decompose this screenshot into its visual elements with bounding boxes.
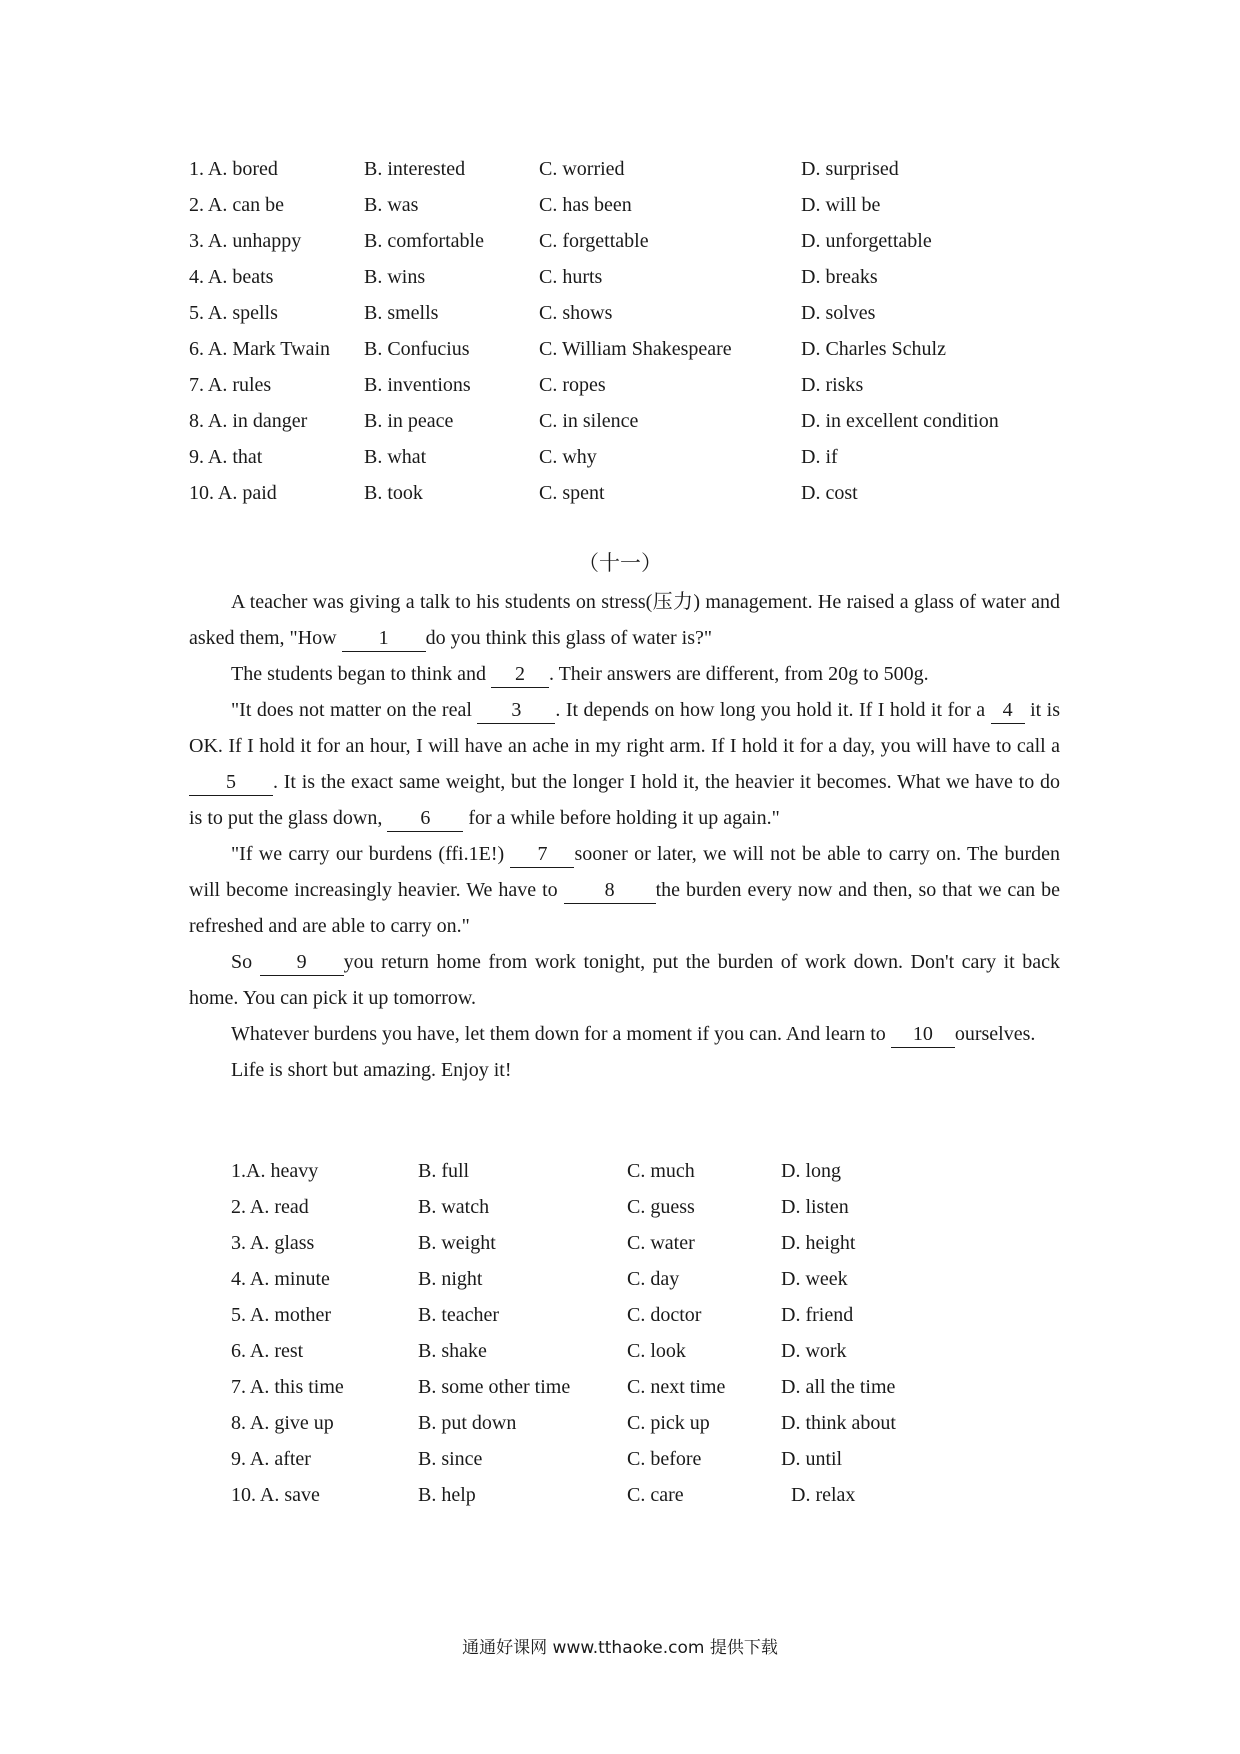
option-d: D. risks (801, 374, 864, 396)
option-c: C. guess (627, 1196, 695, 1218)
option-c: C. doctor (627, 1304, 702, 1326)
option-b: B. what (364, 446, 427, 468)
option-d: D. height (781, 1232, 856, 1254)
passage (189, 584, 1060, 1088)
option-c: C. why (539, 446, 597, 468)
option-d: D. will be (801, 194, 881, 216)
paragraph: Whatever burdens you have, let them down for a moment if you can. And learn to 10 ourselves. (189, 1016, 1060, 1052)
option-d: D. friend (781, 1304, 854, 1326)
paragraph: Life is short but amazing. Enjoy it! (231, 1059, 512, 1081)
option-b: B. comfortable (364, 230, 484, 252)
option-c: C. in silence (539, 410, 639, 432)
option-b: B. full (418, 1160, 470, 1182)
option-c: C. William Shakespeare (539, 338, 732, 360)
option-b: B. night (418, 1268, 483, 1290)
option-c: C. pick up (627, 1412, 710, 1434)
answer-blank: 6 (387, 805, 463, 832)
option-b: B. shake (418, 1340, 487, 1362)
option-a: 1. A. bored (189, 158, 278, 180)
answer-blank: 2 (491, 661, 549, 688)
option-b: B. in peace (364, 410, 454, 432)
option-d: D. until (781, 1448, 843, 1470)
option-c: C. water (627, 1232, 695, 1254)
answer-blank: 5 (189, 769, 273, 796)
option-a: 2. A. can be (189, 194, 284, 216)
option-d: D. think about (781, 1412, 896, 1434)
option-a: 7. A. rules (189, 374, 272, 396)
option-d: D. breaks (801, 266, 878, 288)
paragraph: "It does not matter on the real 3 . It depends on how long you hold it. If I hold it for a 4 it is OK. If I hold it for an hour, I will have an ache in my right arm. If I hold it for a day, you will have to call a 5 . It is the exact same weight, but the longer I hold it, the heavier it becomes. What we have to do is to put the glass down, 6 for a while before holding it up again." (189, 692, 1060, 836)
option-a: 9. A. that (189, 446, 263, 468)
paragraph: The students began to think and 2 . Their answers are different, from 20g to 500g. (189, 656, 1060, 692)
paragraph: A teacher was giving a talk to his students on stress(压力) management. He raised a glass of water and asked them, "How 1 do you think this glass of water is?" (189, 584, 1060, 656)
option-d: D. week (781, 1268, 848, 1290)
option-b: B. interested (364, 158, 466, 180)
option-a: 8. A. in danger (189, 410, 308, 432)
option-d: D. all the time (781, 1376, 896, 1398)
option-b: B. weight (418, 1232, 496, 1254)
section-title: （十一） (578, 551, 662, 575)
option-c: C. worried (539, 158, 625, 180)
answer-blank: 4 (991, 697, 1025, 724)
option-c: C. forgettable (539, 230, 649, 252)
option-a: 2. A. read (231, 1196, 309, 1218)
option-a: 1.A. heavy (231, 1160, 319, 1182)
option-d: D. if (801, 446, 838, 468)
option-d: D. long (781, 1160, 841, 1182)
option-a: 5. A. mother (231, 1304, 331, 1326)
page-footer: 通通好课网 www.tthaoke.com 提供下载 (462, 1638, 778, 1658)
option-b: B. some other time (418, 1376, 571, 1398)
option-a: 10. A. save (231, 1484, 320, 1506)
option-a: 7. A. this time (231, 1376, 344, 1398)
option-b: B. help (418, 1484, 476, 1506)
option-a: 4. A. beats (189, 266, 274, 288)
option-a: 9. A. after (231, 1448, 311, 1470)
answer-blank: 8 (564, 877, 656, 904)
option-b: B. since (418, 1448, 483, 1470)
option-c: C. has been (539, 194, 632, 216)
answer-blank: 3 (477, 697, 555, 724)
option-d: D. Charles Schulz (801, 338, 946, 360)
option-c: C. shows (539, 302, 613, 324)
paragraph: So 9 you return home from work tonight, put the burden of work down. Don't cary it back home. You can pick it up tomorrow. (189, 951, 1060, 1009)
option-d: D. in excellent condition (801, 410, 999, 432)
option-d: D. unforgettable (801, 230, 932, 252)
option-a: 8. A. give up (231, 1412, 334, 1434)
option-b: B. took (364, 482, 423, 504)
answer-blank: 1 (342, 625, 426, 652)
option-a: 6. A. Mark Twain (189, 338, 330, 360)
option-b: B. Confucius (364, 338, 470, 360)
option-c: C. care (627, 1484, 684, 1506)
option-b: B. smells (364, 302, 439, 324)
option-d: D. work (781, 1340, 847, 1362)
answer-blank: 9 (260, 949, 344, 976)
option-a: 4. A. minute (231, 1268, 330, 1290)
paragraph: "If we carry our burdens (ffi.1E!) 7 sooner or later, we will not be able to carry on. The burden will become increasingly heavier. We have to 8 the burden every now and then, so that we can be refreshed and are able to carry on." (189, 843, 1060, 937)
option-c: C. day (627, 1268, 680, 1290)
option-c: C. look (627, 1340, 686, 1362)
option-a: 3. A. unhappy (189, 230, 302, 252)
option-d: D. surprised (801, 158, 899, 180)
option-d: D. listen (781, 1196, 849, 1218)
option-c: C. before (627, 1448, 702, 1470)
option-c: C. much (627, 1160, 695, 1182)
option-a: 5. A. spells (189, 302, 278, 324)
option-b: B. wins (364, 266, 426, 288)
answer-blank: 10 (891, 1021, 955, 1048)
option-b: B. teacher (418, 1304, 500, 1326)
option-d: D. relax (791, 1484, 856, 1506)
option-a: 10. A. paid (189, 482, 277, 504)
option-d: D. solves (801, 302, 876, 324)
option-d: D. cost (801, 482, 858, 504)
option-b: B. watch (418, 1196, 490, 1218)
option-a: 6. A. rest (231, 1340, 304, 1362)
option-a: 3. A. glass (231, 1232, 315, 1254)
answer-blank: 7 (510, 841, 574, 868)
option-c: C. hurts (539, 266, 603, 288)
option-b: B. inventions (364, 374, 471, 396)
option-b: B. put down (418, 1412, 517, 1434)
option-c: C. next time (627, 1376, 726, 1398)
option-b: B. was (364, 194, 419, 216)
option-c: C. spent (539, 482, 605, 504)
option-c: C. ropes (539, 374, 606, 396)
